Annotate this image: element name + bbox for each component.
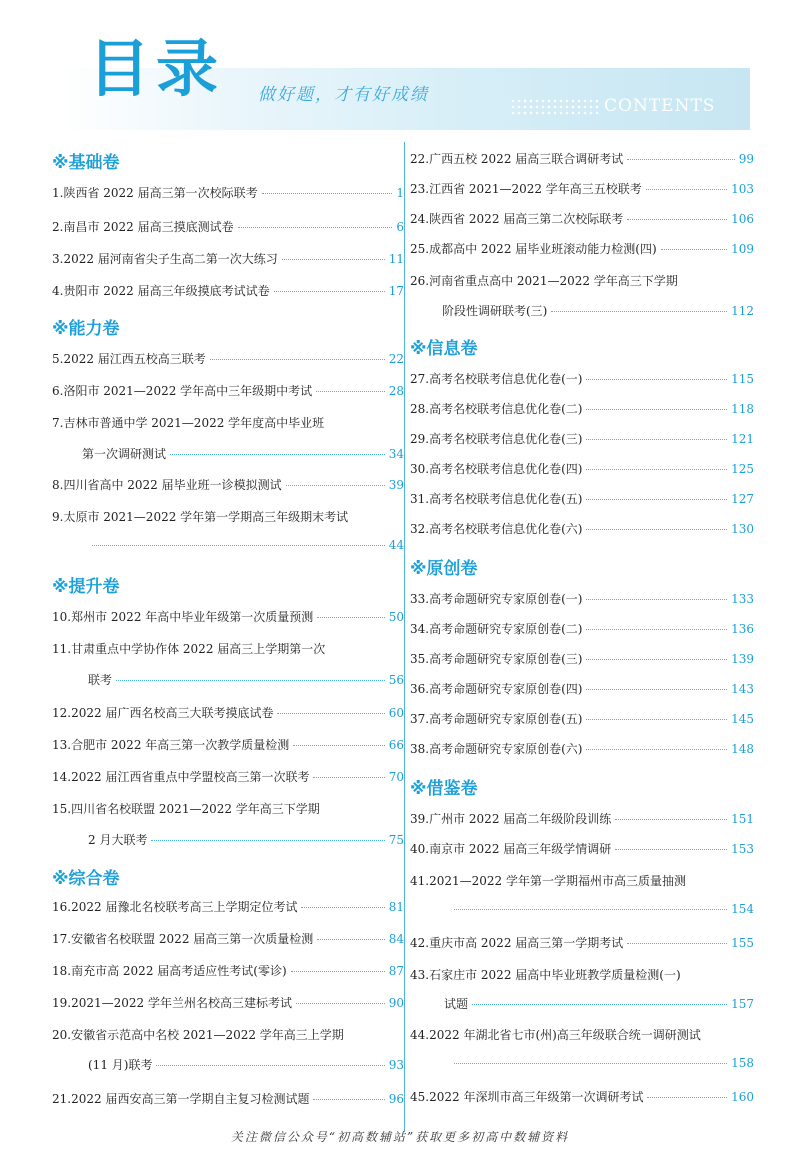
entry-title: 高考命题研究专家原创卷(四) bbox=[429, 682, 583, 696]
entry-title: 郑州市 2022 年高中毕业年级第一次质量预测 bbox=[71, 610, 314, 624]
toc-entry-34[interactable] bbox=[410, 620, 754, 637]
header-dot-pattern bbox=[510, 98, 600, 116]
toc-entry-5[interactable] bbox=[52, 350, 404, 367]
entry-number: 34. bbox=[410, 622, 430, 636]
toc-entry-14[interactable] bbox=[52, 768, 404, 785]
entry-number: 20. bbox=[52, 1028, 72, 1042]
entry-page: 125 bbox=[731, 462, 754, 476]
entry-title: 高考名校联考信息优化卷(三) bbox=[429, 432, 583, 446]
entry-number: 8. bbox=[52, 478, 64, 492]
toc-entry-9-line1[interactable] bbox=[52, 508, 404, 525]
toc-entry-32[interactable] bbox=[410, 520, 754, 537]
toc-entry-8[interactable] bbox=[52, 476, 404, 493]
entry-number: 40. bbox=[410, 842, 430, 856]
toc-entry-6[interactable] bbox=[52, 382, 404, 399]
toc-entry-20-line1[interactable] bbox=[52, 1026, 404, 1043]
entry-number: 9. bbox=[52, 510, 64, 524]
toc-entry-35[interactable] bbox=[410, 650, 754, 667]
entry-page: 157 bbox=[731, 997, 754, 1011]
dot-leader bbox=[262, 193, 393, 194]
dot-leader bbox=[92, 545, 385, 546]
dot-leader bbox=[316, 391, 385, 392]
entry-page: 103 bbox=[731, 182, 754, 196]
entry-title: 安徽省示范高中名校 2021—2022 学年高三上学期 bbox=[71, 1028, 344, 1042]
dot-leader bbox=[293, 745, 384, 746]
entry-title: 南昌市 2022 届高三摸底测试卷 bbox=[63, 220, 234, 234]
toc-entry-27[interactable] bbox=[410, 370, 754, 387]
entry-number: 18. bbox=[52, 964, 72, 978]
dot-leader bbox=[277, 713, 384, 714]
entry-page: 75 bbox=[388, 833, 404, 847]
dot-leader bbox=[586, 439, 727, 440]
entry-title: 高考名校联考信息优化卷(四) bbox=[429, 462, 583, 476]
entry-title: 石家庄市 2022 届高中毕业班教学质量检测(一) bbox=[429, 968, 681, 982]
dot-leader bbox=[454, 909, 727, 910]
entry-page: 127 bbox=[731, 492, 754, 506]
entry-title: 吉林市普通中学 2021—2022 学年度高中毕业班 bbox=[63, 416, 325, 430]
entry-page: 154 bbox=[731, 902, 754, 916]
toc-entry-16[interactable] bbox=[52, 898, 404, 915]
toc-entry-19[interactable] bbox=[52, 994, 404, 1011]
dot-leader bbox=[661, 249, 727, 250]
entry-page: 22 bbox=[388, 352, 404, 366]
dot-leader bbox=[156, 1065, 384, 1066]
toc-entry-17[interactable] bbox=[52, 930, 404, 947]
entry-title: 成都高中 2022 届毕业班滚动能力检测(四) bbox=[429, 242, 657, 256]
dot-leader bbox=[615, 819, 727, 820]
dot-leader bbox=[586, 499, 727, 500]
entry-page: 155 bbox=[731, 936, 754, 950]
entry-title-cont: 阶段性调研联考(三) bbox=[442, 304, 548, 318]
entry-number: 11. bbox=[52, 642, 72, 656]
entry-title: 河南省重点高中 2021—2022 学年高三下学期 bbox=[429, 274, 678, 288]
toc-entry-11-line2[interactable] bbox=[52, 671, 404, 688]
entry-page: 87 bbox=[388, 964, 404, 978]
dot-leader bbox=[296, 1003, 385, 1004]
page-title: 目录 bbox=[88, 32, 225, 105]
entry-page: 158 bbox=[731, 1056, 754, 1070]
entry-page: 11 bbox=[388, 252, 404, 266]
entry-number: 16. bbox=[52, 900, 72, 914]
entry-title-cont: 第一次调研测试 bbox=[82, 447, 167, 461]
entry-number: 32. bbox=[410, 522, 430, 536]
toc-entry-11-line1[interactable] bbox=[52, 640, 404, 657]
entry-page: 66 bbox=[388, 738, 404, 752]
toc-entry-7-line2[interactable] bbox=[52, 445, 404, 462]
entry-page: 115 bbox=[731, 372, 754, 386]
entry-title: 2022 年湖北省七市(州)高三年级联合统一调研测试 bbox=[429, 1028, 701, 1042]
entry-number: 36. bbox=[410, 682, 430, 696]
dot-leader bbox=[170, 454, 385, 455]
toc-entry-28[interactable] bbox=[410, 400, 754, 417]
entry-page: 136 bbox=[731, 622, 754, 636]
entry-title: 四川省高中 2022 届毕业班一诊模拟测试 bbox=[63, 478, 282, 492]
dot-leader bbox=[586, 659, 727, 660]
entry-page: 143 bbox=[731, 682, 754, 696]
toc-entry-29[interactable] bbox=[410, 430, 754, 447]
entry-page: 130 bbox=[731, 522, 754, 536]
entry-number: 19. bbox=[52, 996, 72, 1010]
entry-number: 2. bbox=[52, 220, 64, 234]
toc-entry-22[interactable] bbox=[410, 150, 754, 167]
dot-leader bbox=[151, 840, 384, 841]
toc-entry-40[interactable] bbox=[410, 840, 754, 857]
entry-page: 139 bbox=[731, 652, 754, 666]
toc-entry-21[interactable] bbox=[52, 1090, 404, 1107]
section-heading-xinxi: ※信息卷 bbox=[410, 339, 478, 359]
section-heading-jichu: ※基础卷 bbox=[52, 153, 120, 173]
entry-page: 145 bbox=[731, 712, 754, 726]
toc-entry-15-line1[interactable] bbox=[52, 800, 404, 817]
toc-entry-26-line1[interactable] bbox=[410, 272, 754, 289]
entry-title: 安徽省名校联盟 2022 届高三第一次质量检测 bbox=[71, 932, 314, 946]
entry-number: 31. bbox=[410, 492, 430, 506]
column-divider bbox=[404, 142, 405, 1132]
dot-leader bbox=[282, 259, 385, 260]
dot-leader bbox=[317, 617, 384, 618]
toc-entry-38[interactable] bbox=[410, 740, 754, 757]
entry-number: 42. bbox=[410, 936, 430, 950]
entry-number: 33. bbox=[410, 592, 430, 606]
dot-leader bbox=[586, 409, 727, 410]
section-heading-jiejian: ※借鉴卷 bbox=[410, 779, 478, 799]
entry-page: 17 bbox=[388, 284, 404, 298]
entry-number: 13. bbox=[52, 738, 72, 752]
dot-leader bbox=[586, 599, 727, 600]
dot-leader bbox=[454, 1063, 727, 1064]
entry-title: 2022 届江西五校高三联考 bbox=[63, 352, 206, 366]
entry-number: 35. bbox=[410, 652, 430, 666]
entry-title: 南京市 2022 届高三年级学情调研 bbox=[429, 842, 612, 856]
dot-leader bbox=[646, 189, 727, 190]
entry-number: 7. bbox=[52, 416, 64, 430]
toc-entry-7-line1[interactable] bbox=[52, 414, 404, 431]
entry-title: 甘肃重点中学协作体 2022 届高三上学期第一次 bbox=[71, 642, 326, 656]
entry-page: 133 bbox=[731, 592, 754, 606]
entry-title: 2022 届广西名校高三大联考摸底试卷 bbox=[71, 706, 274, 720]
toc-entry-36[interactable] bbox=[410, 680, 754, 697]
entry-page: 151 bbox=[731, 812, 754, 826]
entry-number: 10. bbox=[52, 610, 72, 624]
entry-title-cont: 试题 bbox=[444, 997, 469, 1011]
entry-title-cont: 联考 bbox=[88, 673, 113, 687]
dot-leader bbox=[586, 719, 727, 720]
entry-title: 2022 届江西省重点中学盟校高三第一次联考 bbox=[71, 770, 310, 784]
toc-entry-42[interactable] bbox=[410, 934, 754, 951]
entry-title: 四川省名校联盟 2021—2022 学年高三下学期 bbox=[71, 802, 320, 816]
entry-title: 高考命题研究专家原创卷(一) bbox=[429, 592, 583, 606]
entry-page: 99 bbox=[738, 152, 754, 166]
entry-page: 118 bbox=[731, 402, 754, 416]
entry-number: 23. bbox=[410, 182, 430, 196]
entry-title: 高考命题研究专家原创卷(二) bbox=[429, 622, 583, 636]
toc-entry-23[interactable] bbox=[410, 180, 754, 197]
entry-page: 60 bbox=[388, 706, 404, 720]
entry-number: 38. bbox=[410, 742, 430, 756]
toc-entry-1[interactable] bbox=[52, 184, 404, 201]
entry-title-cont: (11 月)联考 bbox=[88, 1058, 153, 1072]
toc-entry-18[interactable] bbox=[52, 962, 404, 979]
entry-number: 44. bbox=[410, 1028, 430, 1042]
toc-entry-30[interactable] bbox=[410, 460, 754, 477]
entry-number: 45. bbox=[410, 1090, 430, 1104]
dot-leader bbox=[274, 291, 385, 292]
toc-entry-9-line2[interactable] bbox=[52, 538, 404, 552]
entry-number: 30. bbox=[410, 462, 430, 476]
section-heading-nengli: ※能力卷 bbox=[52, 319, 120, 339]
toc-entry-2[interactable] bbox=[52, 218, 404, 235]
entry-title: 太原市 2021—2022 学年第一学期高三年级期末考试 bbox=[63, 510, 349, 524]
dot-leader bbox=[116, 680, 385, 681]
entry-title: 高考命题研究专家原创卷(三) bbox=[429, 652, 583, 666]
entry-page: 34 bbox=[388, 447, 404, 461]
entry-title: 高考名校联考信息优化卷(五) bbox=[429, 492, 583, 506]
entry-title: 2022 年深圳市高三年级第一次调研考试 bbox=[429, 1090, 644, 1104]
dot-leader bbox=[551, 311, 727, 312]
toc-entry-25[interactable] bbox=[410, 240, 754, 257]
dot-leader bbox=[586, 469, 727, 470]
toc-entry-44-line1[interactable] bbox=[410, 1026, 754, 1043]
entry-number: 12. bbox=[52, 706, 72, 720]
entry-title: 合肥市 2022 年高三第一次教学质量检测 bbox=[71, 738, 290, 752]
section-heading-tisheng: ※提升卷 bbox=[52, 577, 120, 597]
entry-number: 37. bbox=[410, 712, 430, 726]
toc-entry-26-line2[interactable] bbox=[410, 302, 754, 319]
entry-page: 153 bbox=[731, 842, 754, 856]
entry-page: 70 bbox=[388, 770, 404, 784]
entry-title: 陕西省 2022 届高三第一次校际联考 bbox=[63, 186, 258, 200]
entry-page: 6 bbox=[396, 220, 404, 234]
toc-entry-31[interactable] bbox=[410, 490, 754, 507]
dot-leader bbox=[238, 227, 393, 228]
entry-page: 1 bbox=[396, 186, 404, 200]
entry-title: 2022 届西安高三第一学期自主复习检测试题 bbox=[71, 1092, 310, 1106]
dot-leader bbox=[291, 971, 385, 972]
toc-entry-41-line1[interactable] bbox=[410, 872, 754, 889]
toc-entry-39[interactable] bbox=[410, 810, 754, 827]
dot-leader bbox=[615, 849, 727, 850]
entry-title-cont: 2 月大联考 bbox=[88, 833, 148, 847]
entry-title: 2022 届豫北名校联考高三上学期定位考试 bbox=[71, 900, 298, 914]
entry-number: 41. bbox=[410, 874, 430, 888]
entry-title: 高考命题研究专家原创卷(五) bbox=[429, 712, 583, 726]
entry-number: 17. bbox=[52, 932, 72, 946]
entry-page: 121 bbox=[731, 432, 754, 446]
dot-leader bbox=[627, 943, 727, 944]
dot-leader bbox=[586, 689, 727, 690]
entry-title: 洛阳市 2021—2022 学年高中三年级期中考试 bbox=[63, 384, 313, 398]
dot-leader bbox=[317, 939, 384, 940]
entry-page: 84 bbox=[388, 932, 404, 946]
dot-leader bbox=[586, 629, 727, 630]
entry-page: 56 bbox=[388, 673, 404, 687]
entry-number: 21. bbox=[52, 1092, 72, 1106]
entry-page: 90 bbox=[388, 996, 404, 1010]
header-slogan: 做好题，才有好成绩 bbox=[258, 85, 429, 105]
entry-title: 陕西省 2022 届高三第二次校际联考 bbox=[429, 212, 624, 226]
toc-entry-45[interactable] bbox=[410, 1088, 754, 1105]
entry-title: 2021—2022 学年兰州名校高三建标考试 bbox=[71, 996, 292, 1010]
entry-number: 39. bbox=[410, 812, 430, 826]
entry-title: 贵阳市 2022 届高三年级摸底考试试卷 bbox=[63, 284, 270, 298]
entry-page: 44 bbox=[388, 538, 404, 552]
toc-entry-3[interactable] bbox=[52, 250, 404, 267]
toc-entry-10[interactable] bbox=[52, 608, 404, 625]
toc-entry-37[interactable] bbox=[410, 710, 754, 727]
entry-title: 江西省 2021—2022 学年高三五校联考 bbox=[429, 182, 642, 196]
dot-leader bbox=[627, 159, 734, 160]
entry-page: 160 bbox=[731, 1090, 754, 1104]
entry-number: 27. bbox=[410, 372, 430, 386]
dot-leader bbox=[472, 1004, 727, 1005]
entry-number: 22. bbox=[410, 152, 430, 166]
entry-title: 2021—2022 学年第一学期福州市高三质量抽测 bbox=[429, 874, 686, 888]
entry-page: 39 bbox=[388, 478, 404, 492]
section-heading-zonghe: ※综合卷 bbox=[52, 869, 120, 889]
entry-number: 24. bbox=[410, 212, 430, 226]
toc-entry-41-line2[interactable] bbox=[410, 902, 754, 916]
entry-number: 29. bbox=[410, 432, 430, 446]
entry-page: 109 bbox=[731, 242, 754, 256]
dot-leader bbox=[586, 749, 727, 750]
entry-page: 50 bbox=[388, 610, 404, 624]
entry-page: 112 bbox=[731, 304, 754, 318]
dot-leader bbox=[627, 219, 727, 220]
dot-leader bbox=[586, 379, 727, 380]
toc-entry-4[interactable] bbox=[52, 282, 404, 299]
dot-leader bbox=[586, 529, 727, 530]
toc-entry-15-line2[interactable] bbox=[52, 831, 404, 848]
entry-number: 3. bbox=[52, 252, 64, 266]
toc-entry-44-line2[interactable] bbox=[410, 1056, 754, 1070]
dot-leader bbox=[286, 485, 385, 486]
entry-title: 广州市 2022 届高二年级阶段训练 bbox=[429, 812, 612, 826]
entry-title: 南充市高 2022 届高考适应性考试(零诊) bbox=[71, 964, 287, 978]
toc-entry-13[interactable] bbox=[52, 736, 404, 753]
entry-number: 5. bbox=[52, 352, 64, 366]
entry-page: 93 bbox=[388, 1058, 404, 1072]
entry-title: 重庆市高 2022 届高三第一学期考试 bbox=[429, 936, 624, 950]
entry-number: 43. bbox=[410, 968, 430, 982]
toc-entry-12[interactable] bbox=[52, 704, 404, 721]
toc-entry-33[interactable] bbox=[410, 590, 754, 607]
toc-entry-43-line1[interactable] bbox=[410, 966, 754, 983]
entry-page: 81 bbox=[388, 900, 404, 914]
entry-number: 1. bbox=[52, 186, 64, 200]
entry-title: 高考名校联考信息优化卷(一) bbox=[429, 372, 583, 386]
entry-page: 28 bbox=[388, 384, 404, 398]
entry-number: 26. bbox=[410, 274, 430, 288]
dot-leader bbox=[313, 777, 384, 778]
entry-number: 4. bbox=[52, 284, 64, 298]
entry-page: 148 bbox=[731, 742, 754, 756]
dot-leader bbox=[301, 907, 384, 908]
toc-entry-20-line2[interactable] bbox=[52, 1056, 404, 1073]
footer-note: 关注微信公众号“初高数辅站”获取更多初高中数辅资料 bbox=[230, 1130, 570, 1144]
entry-page: 96 bbox=[388, 1092, 404, 1106]
page-header bbox=[0, 0, 800, 135]
entry-title: 高考名校联考信息优化卷(二) bbox=[429, 402, 583, 416]
entry-page: 106 bbox=[731, 212, 754, 226]
dot-leader bbox=[210, 359, 385, 360]
toc-entry-24[interactable] bbox=[410, 210, 754, 227]
entry-number: 6. bbox=[52, 384, 64, 398]
contents-label: CONTENTS bbox=[604, 96, 716, 116]
entry-title: 2022 届河南省尖子生高二第一次大练习 bbox=[63, 252, 278, 266]
entry-number: 25. bbox=[410, 242, 430, 256]
entry-number: 14. bbox=[52, 770, 72, 784]
section-heading-yuanchuang: ※原创卷 bbox=[410, 559, 478, 579]
entry-title: 高考名校联考信息优化卷(六) bbox=[429, 522, 583, 536]
entry-number: 28. bbox=[410, 402, 430, 416]
toc-entry-43-line2[interactable] bbox=[410, 995, 754, 1012]
entry-title: 广西五校 2022 届高三联合调研考试 bbox=[429, 152, 624, 166]
dot-leader bbox=[313, 1099, 384, 1100]
entry-title: 高考命题研究专家原创卷(六) bbox=[429, 742, 583, 756]
dot-leader bbox=[647, 1097, 727, 1098]
entry-number: 15. bbox=[52, 802, 72, 816]
